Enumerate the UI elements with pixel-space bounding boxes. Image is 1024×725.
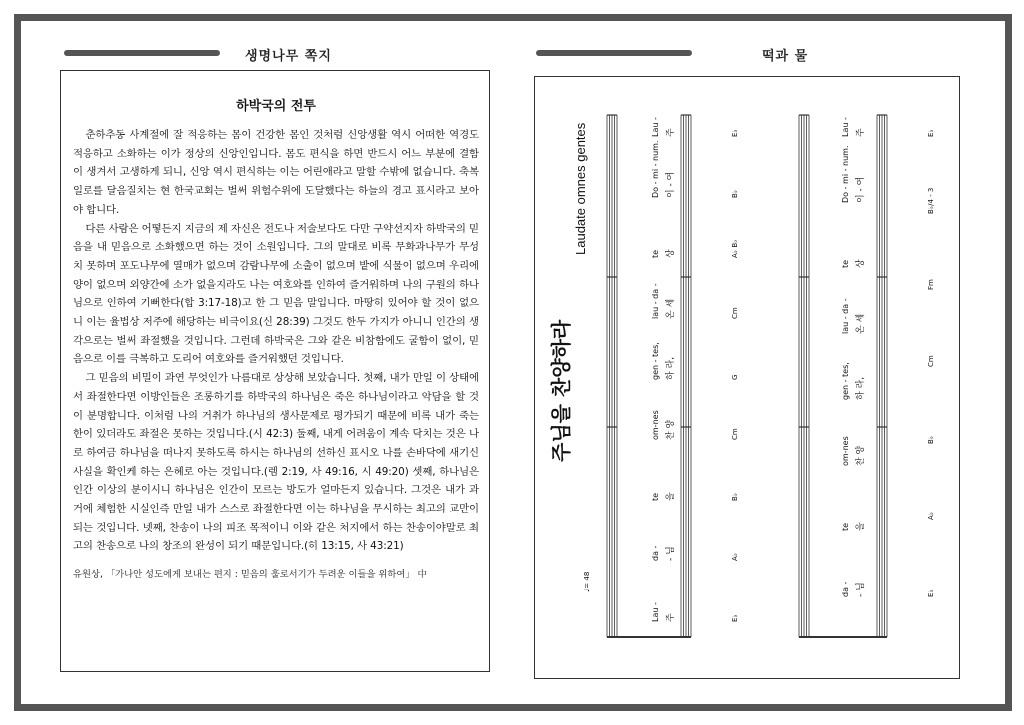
system1-latin-syllable-6: lau - da - xyxy=(651,283,660,319)
system1-korean-syllable-7: 상 xyxy=(666,249,676,259)
score-korean-title: 주님을 찬양하라 xyxy=(549,319,573,462)
system1-korean-syllable-2: - 님 xyxy=(666,546,676,562)
system1-chord-2: A♭ xyxy=(731,553,739,562)
system2-latin-syllable-8: Lau - xyxy=(841,117,850,137)
article-paragraph-3: 그 믿음의 비밀이 과연 무엇인가 나름대로 상상해 보았습니다. 첫째, 내가 만일 이 상태에서 좌절한다면 이방인들은 조롱하기를 하박국의 하나님은 죽은 하나님이라고 악담을 할 것이 분명합니다. 이처럼 나의 거취가 하나님의 생사문제로 평가되기 때문에 비록 내가 죽는 한이 있더라도 좌절은 못하는 것입니다.(시 42:3) 둘째, 내게 어려움이 계속 닥치는 것은 나로 하여금 하나님을 떠나지 못하도록 하시는 하나님의 선하신 표시오 나를 손바닥에 새기신 사실을 확인케 하는 은혜로 아는 것입니다.(렘 2:19, 사 49:16, 시 49:20) 셋째, 하나님은 인간 이상의 분이시니 하나님은 인간이 모르는 방도가 얼마든지 있습니다. 그것은 내가 과거에 체험한 시실인즉 만일 내가 스스로 좌절한다면 이는 하나님을 무시하는 최고의 교만이 되는 것입니다. 넷째, 찬송이 나의 피조 목적이니 이와 같은 처지에서 하는 찬송이야말로 최고의 찬송으로 나의 창조의 완성이 되기 때문입니다.(히 13:15, 사 43:21) xyxy=(73,372,479,553)
system1-korean-syllable-4: 찬 양 xyxy=(666,419,676,441)
system2-latin-syllable-1: da - xyxy=(841,581,850,597)
system1-korean-syllable-1: 주 xyxy=(666,613,676,622)
system2-latin-syllable-7: Do - mi - num. xyxy=(841,145,850,203)
sheet-music xyxy=(534,76,960,679)
article-paragraph-1: 춘하추동 사계절에 잘 적응하는 몸이 건강한 몸인 것처럼 신앙생활 역시 어떠한 역경도 적응하고 소화하는 이가 정상의 신앙인입니다. 몸도 편식을 하면 반드시 어느 부분에 결함이 생겨서 고생하게 되니, 신앙 역시 편식하는 이는 어린애라고 말할 수밖에 없습니다. 축복일로를 달음질치는 현 한국교회는 벌써 위험수위에 도달했다는 하늘의 경고 표시라고 보아야 합니다. xyxy=(73,129,479,216)
right-header-bar xyxy=(536,50,692,56)
article-title: 하박국의 전투 xyxy=(236,99,316,114)
article-paragraph-2: 다른 사람은 어떻든지 지금의 제 자신은 전도나 저술보다도 다만 구약선지자 하박국의 믿음을 내 믿음으로 소화했으면 하는 것이 소원입니다. 그의 말대로 비록 무화과나무가 무성치 못하며 포도나무에 열매가 없으며 감람나무에 소출이 없으며 밭에 식물이 없으며 우리에 양이 없으며 외양간에 소가 없을지라도 나는 여호와를 인하여 즐거워하며 나의 구원의 하나님으로 인하여 기뻐한다(합 3:17-18)고 한 그 믿음 말입니다. 마땅히 있어야 할 것이 없으니 이는 율법상 저주에 해당하는 비극이요(신 28:39) 그것도 한두 가지가 아니니 인간의 생각으로는 벌써 좌절했을 것입니다. 그런데 하박국은 그와 같은 비참함에도 굴함이 없이, 믿음으로 이를 극복하고 도리어 여호와를 즐거워했던 것입니다. xyxy=(73,222,479,366)
system1-chord-6: Cm xyxy=(731,307,739,319)
system2-korean-syllable-8: 주 xyxy=(856,128,866,137)
system1-latin-syllable-7: te xyxy=(651,250,660,259)
score-latin-title: Laudate omnes gentes xyxy=(573,122,588,255)
system2-chord-2: A♭ xyxy=(927,512,935,521)
system1-chord-8: B♭ xyxy=(731,189,739,198)
system1-korean-syllable-5: 하 라, xyxy=(666,356,676,380)
system2-korean-syllable-3: 찬 양 xyxy=(856,445,866,466)
system1-korean-syllable-6: 온 세 xyxy=(666,298,676,319)
system1-latin-syllable-8: Do - mi - num. xyxy=(651,140,660,198)
system1-chord-1: E♭ xyxy=(731,614,739,622)
system2-latin-syllable-2: te xyxy=(841,523,850,532)
system2-korean-syllable-2: 을 xyxy=(856,522,866,532)
left-header-bar xyxy=(64,50,220,56)
system1-latin-syllable-4: om-nes xyxy=(651,410,660,441)
system2-chord-5: Fm xyxy=(927,279,935,291)
system1-korean-syllable-3: 을 xyxy=(666,492,676,501)
score-staves xyxy=(535,77,960,679)
system2-korean-syllable-5: 온 세 xyxy=(856,313,866,335)
system1-chord-9: E♭ xyxy=(731,129,739,137)
system2-latin-syllable-5: lau - da - xyxy=(841,298,850,335)
article-source: 유원상, 「가나안 성도에게 보내는 편지 : 믿음의 훌로서기가 두려운 이들을 위하여」 中 xyxy=(73,569,427,581)
system1-latin-syllable-2: da - xyxy=(651,545,660,562)
system2-korean-syllable-1: - 님 xyxy=(856,582,866,597)
system1-korean-syllable-9: 주 xyxy=(666,128,676,137)
system2-chord-4: Cm xyxy=(927,355,935,367)
system1-chord-7: A♭ B♭ xyxy=(731,239,739,259)
system2-chord-7: E♭ xyxy=(927,129,935,137)
system2-latin-syllable-3: om-nes xyxy=(841,435,850,466)
system1-chord-3: B♭ xyxy=(731,492,739,501)
system2-chord-3: B♭ xyxy=(927,435,935,444)
system2-korean-syllable-7: 이 - 여 xyxy=(856,176,866,203)
system1-latin-syllable-9: Lau - xyxy=(651,117,660,137)
system2-latin-syllable-4: gen - tes, xyxy=(841,362,850,400)
system2-korean-syllable-4: 하 라, xyxy=(856,376,866,400)
system1-latin-syllable-5: gen - tes, xyxy=(651,341,660,380)
system2-chord-1: E♭ xyxy=(927,589,935,597)
left-section-title: 생명나무 쪽지 xyxy=(245,49,332,64)
system2-korean-syllable-6: 상 xyxy=(856,259,866,269)
system1-chord-5: G xyxy=(731,374,739,380)
right-section-title: 떡과 물 xyxy=(762,49,809,64)
system1-chord-4: Cm xyxy=(731,428,739,441)
system2-chord-6: B♭/4 - 3 xyxy=(927,187,935,214)
system1-korean-syllable-8: 이 - 여 xyxy=(666,171,676,198)
system2-latin-syllable-6: te xyxy=(841,260,850,269)
system1-latin-syllable-3: te xyxy=(651,492,660,501)
article-box xyxy=(60,70,490,672)
system1-latin-syllable-1: Lau - xyxy=(651,602,660,622)
tempo-mark: ♩= 48 xyxy=(583,571,591,592)
